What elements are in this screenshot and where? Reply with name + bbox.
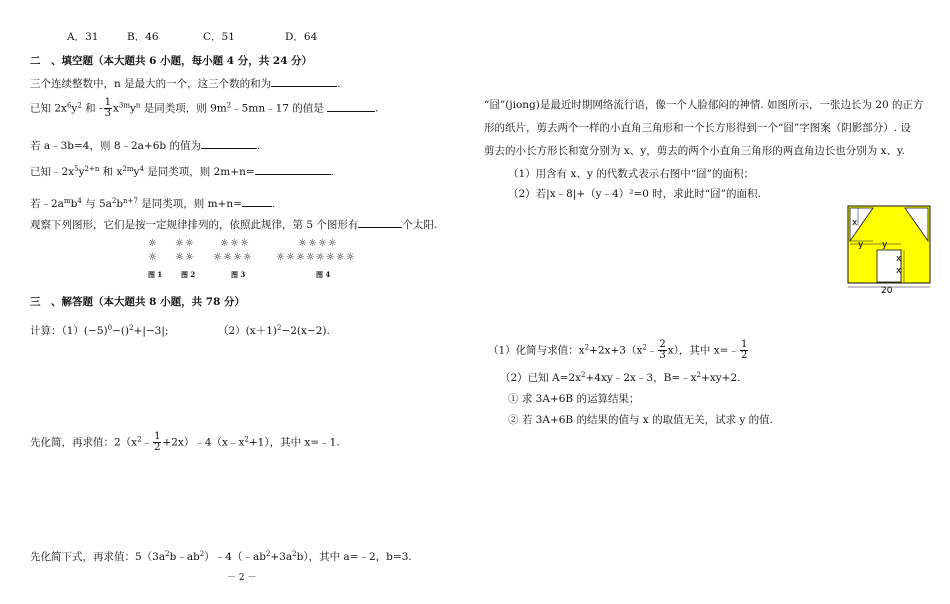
jiong-line-2: 形的纸片，剪去两个一样的小直角三角形和一个长方形得到一个“囧”字图案（阴影部分）. 设	[484, 122, 911, 134]
option-a: A．31	[67, 31, 99, 43]
question-5: 若$﹣2a^mb^4$ 与 $5a^2b^{n+7}$ 是同类项，则 m+n= .	[30, 197, 276, 210]
question-3: 若 a﹣3b=4，则 8﹣2a+6b 的值为 .	[30, 140, 261, 152]
option-c: C．51	[203, 31, 235, 43]
jiong-sub-1: （1）用含有 x、y 的代数式表示右图中“囧”的面积；	[508, 168, 754, 180]
jiong-sub-2: （2）若|x﹣8|+（y﹣4）²=0 时，求此时“囧”的面积.	[508, 188, 761, 200]
question-1: 三个连续整数中，n 是最大的一个，这三个数的和为 .	[30, 78, 341, 90]
fraction-two-thirds: $\frac{2}{3}$	[659, 339, 666, 361]
figure-4-suns-row2: ☼☼☼☼☼☼☼☼	[276, 252, 356, 263]
figure-3-suns: ☼☼☼	[220, 238, 250, 249]
right-question-2b: ② 若 3A+6B 的结果的值与 x 的取值无关，试求 y 的值.	[508, 414, 774, 426]
right-question-1: （1）化简与求值：$x^2+2x+3(x^2﹣$ $\frac{2}{3}$ x），其中 x=﹣ $\frac{1}{2}$	[488, 339, 748, 361]
page-number: － 2 －	[227, 573, 257, 583]
simplify-question-2: 先化简下式，再求值：$5(3a^2b﹣ab^2)﹣4(﹣ab^2+3a^2b)$，其中 a=﹣2，b=3.	[30, 550, 412, 563]
figure-2-suns: ☼☼	[175, 238, 195, 249]
option-d: D．64	[285, 31, 318, 43]
right-question-2a: ① 求 3A+6B 的运算结果；	[508, 393, 640, 405]
figure-4-suns: ☼☼☼☼	[298, 238, 338, 249]
jiong-diagram	[838, 203, 938, 295]
fraction-one-half: $\frac{1}{2}$	[154, 431, 161, 453]
figure-1-caption: 图 1	[148, 270, 163, 279]
label-x-right: x	[896, 266, 902, 276]
fraction-neg-half: $\frac{1}{2}$	[740, 339, 748, 361]
question-4: 已知$﹣2x^5y^{2+n}$ 和 $x^{2m}y^4$ 是同类项，则 2m+n= .	[30, 165, 334, 178]
figure-3-suns-row2: ☼☼☼☼	[213, 252, 253, 263]
calc-question-2: $(2)(x+1)^2-2(x-2)$.	[218, 324, 330, 337]
option-b: B．46	[127, 31, 159, 43]
figure-1-suns-row2: ☼	[148, 252, 158, 263]
question-2: 已知 $2x^6y^2$ 和 - $\frac{1}{3}$ $x^{3m}y^n$ 是同类项，则 $9m^2﹣5mn﹣17$ 的值是 .	[30, 97, 379, 119]
label-y-mid: y	[882, 240, 888, 250]
section3-title: 三 、解答题（本大题共 8 小题，共 78 分）	[30, 296, 246, 308]
right-question-2: （2）已知 $A=2x^2+4xy﹣2x﹣3$，$B=﹣x^2+xy+2$.	[500, 371, 741, 384]
label-side-20: 20	[881, 286, 893, 295]
jiong-line-3: 剪去的小长方形长和宽分别为 x、y，剪去的两个小直角三角形的两直角边长也分别为 x、y.	[484, 145, 905, 157]
figure-1-suns: ☼	[148, 238, 158, 249]
label-y-left: y	[858, 240, 864, 250]
label-x-mid: x	[896, 254, 902, 264]
calc-question: 计算：$(1)(-5)^0-()^2+|-3|$;	[30, 324, 169, 337]
figure-4-caption: 图 4	[316, 270, 331, 279]
jiong-line-1: “囧”(jiong)是最近时期网络流行语，像一个人脸郁闷的神情. 如图所示，一张边长为 20 的正方	[484, 99, 924, 111]
figure-2-suns-row2: ☼☼	[175, 252, 195, 263]
fraction-one-third: $\frac{1}{3}$	[104, 97, 111, 119]
section2-title: 二 、填空题（本大题共 6 小题，每小题 4 分，共 24 分）	[30, 55, 313, 67]
question-6: 观察下列图形，它们是按一定规律排列的，依照此规律，第 5 个图形有 个太阳.	[30, 219, 438, 231]
figure-3-caption: 图 3	[231, 270, 246, 279]
label-x-top: x	[852, 218, 858, 228]
simplify-question-1: 先化简，再求值：$2(x^2﹣$ $\frac{1}{2}$ $+2x)﹣4(x﹣x^2+1)$，其中 x=﹣1.	[30, 431, 340, 453]
figure-2-caption: 图 2	[181, 270, 196, 279]
